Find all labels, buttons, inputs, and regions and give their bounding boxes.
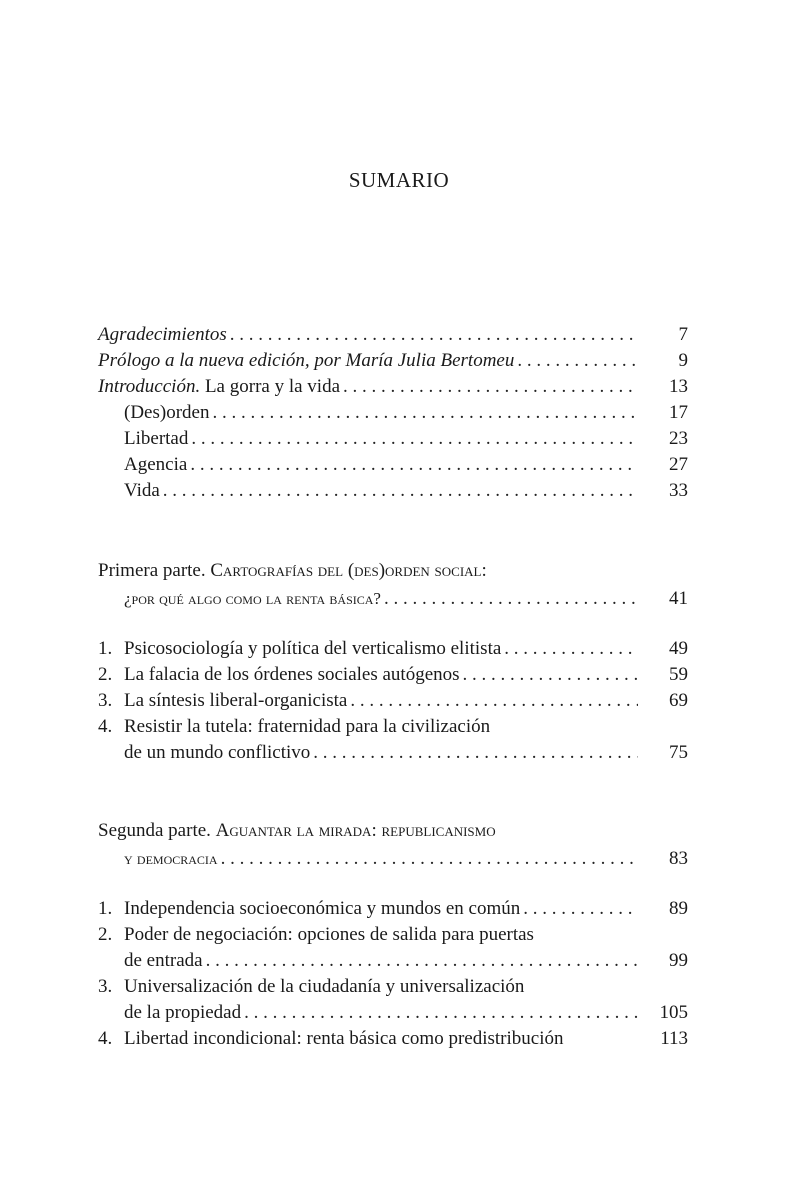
chapter-title-continued: de un mundo conflictivo	[124, 742, 311, 763]
toc-entry-acknowledgments[interactable]	[98, 322, 688, 348]
toc-entry-label	[98, 636, 501, 662]
dot-leader	[504, 636, 638, 662]
toc-part-1	[98, 557, 688, 613]
dot-leader	[163, 478, 638, 504]
chapter-title: Independencia socioeconómica y mundos en común	[124, 898, 521, 919]
chapter-title: Resistir la tutela: fraternidad para la civilización	[124, 716, 491, 737]
chapter-title: La falacia de los órdenes sociales autógenos	[124, 664, 460, 685]
toc-entry-vida[interactable]	[98, 478, 688, 504]
toc-entry-label	[98, 922, 534, 948]
toc-page-number: 9	[678, 350, 688, 371]
toc-entry-label: Agradecimientos	[98, 324, 227, 345]
chapter-title-continued: de entrada	[124, 950, 203, 971]
dot-leader	[523, 896, 638, 922]
toc-chapter-2-1[interactable]	[98, 896, 688, 922]
toc-entry-label: Libertad	[124, 428, 189, 449]
part-2-heading-line-1[interactable]	[98, 817, 688, 845]
chapter-number: 4.	[98, 1028, 113, 1049]
toc-chapter-1-4-line-1[interactable]	[98, 714, 688, 740]
toc-page-number: 83	[669, 848, 688, 869]
dot-leader	[343, 374, 638, 400]
chapter-number: 4.	[98, 716, 113, 737]
toc-page-number: 113	[660, 1028, 688, 1049]
dot-leader	[190, 452, 638, 478]
part-1-heading-line-2[interactable]	[98, 585, 688, 613]
dot-leader	[212, 400, 638, 426]
toc-entry-label	[98, 714, 490, 740]
dot-leader	[313, 740, 638, 766]
toc-entry-label: (Des)orden	[124, 402, 210, 423]
toc-page-number: 75	[669, 742, 688, 763]
chapter-number: 2.	[98, 924, 113, 945]
toc-entry-label	[98, 374, 340, 400]
toc-page-number: 89	[669, 898, 688, 919]
part-1-prefix: Primera parte.	[98, 560, 206, 581]
toc-part-1-chapters	[98, 636, 688, 766]
toc-entry-label	[98, 896, 520, 922]
toc-part-2	[98, 817, 688, 873]
part-2-title-line-1: Aguantar la mirada: republicanismo	[215, 820, 496, 841]
toc-page-number: 69	[669, 690, 688, 711]
toc-page-number: 23	[669, 428, 688, 449]
toc-page-number: 27	[669, 454, 688, 475]
toc-entry-desorden[interactable]	[98, 400, 688, 426]
page-title: SUMARIO	[348, 168, 450, 192]
chapter-number: 3.	[98, 690, 113, 711]
chapter-number: 3.	[98, 976, 113, 997]
part-1-heading-line-1[interactable]	[98, 557, 688, 585]
dot-leader	[350, 688, 638, 714]
toc-page-number: 7	[678, 324, 688, 345]
toc-entry-label	[98, 662, 460, 688]
chapter-title: Libertad incondicional: renta básica como predistribución	[124, 1028, 564, 1049]
toc-entry-agencia[interactable]	[98, 452, 688, 478]
part-1-title-line-1: Cartografías del (des)orden social:	[210, 560, 487, 581]
toc-chapter-2-4[interactable]	[98, 1026, 688, 1052]
toc-chapter-1-3[interactable]	[98, 688, 688, 714]
toc-entry-label: Agencia	[124, 454, 188, 475]
toc-page-number: 99	[669, 950, 688, 971]
toc-entry-label	[98, 688, 347, 714]
toc-chapter-2-3-line-1[interactable]	[98, 974, 688, 1000]
part-2-title	[98, 817, 496, 845]
part-1-title	[98, 557, 487, 585]
toc-page-number: 17	[669, 402, 688, 423]
part-2-heading-line-2[interactable]	[98, 845, 688, 873]
part-2-title-line-2: y democracia	[124, 849, 218, 868]
toc-chapter-1-2[interactable]	[98, 662, 688, 688]
chapter-title: Universalización de la ciudadanía y universalización	[124, 976, 525, 997]
toc-chapter-1-1[interactable]	[98, 636, 688, 662]
dot-leader	[221, 845, 638, 873]
toc-entry-introduction[interactable]	[98, 374, 688, 400]
chapter-title-continued: de la propiedad	[124, 1002, 242, 1023]
toc-page-number: 49	[669, 638, 688, 659]
toc-chapter-2-3-line-2[interactable]	[98, 1000, 688, 1026]
dot-leader	[191, 426, 638, 452]
chapter-title: Poder de negociación: opciones de salida para puertas	[124, 924, 534, 945]
dot-leader	[244, 1000, 638, 1026]
chapter-number: 1.	[98, 898, 113, 919]
toc-entry-label: Prólogo a la nueva edición, por María Julia Bertomeu	[98, 350, 515, 371]
toc-page-number: 41	[669, 588, 688, 609]
toc-entry-label	[98, 1026, 564, 1052]
toc-entry-label-rest: La gorra y la vida	[200, 376, 341, 397]
toc-chapter-2-2-line-2[interactable]	[98, 948, 688, 974]
toc-page-number: 13	[669, 376, 688, 397]
toc-page-number: 105	[659, 1002, 688, 1023]
toc-chapter-1-4-line-2[interactable]	[98, 740, 688, 766]
toc-page-number: 33	[669, 480, 688, 501]
toc-page-number: 59	[669, 664, 688, 685]
chapter-number: 1.	[98, 638, 113, 659]
dot-leader	[230, 322, 638, 348]
part-2-prefix: Segunda parte.	[98, 820, 211, 841]
toc-part-2-chapters	[98, 896, 688, 1052]
toc-entry-libertad[interactable]	[98, 426, 688, 452]
chapter-title: Psicosociología y política del verticalismo elitista	[124, 638, 502, 659]
dot-leader	[463, 662, 638, 688]
toc-front-matter	[98, 322, 688, 504]
dot-leader	[517, 348, 638, 374]
chapter-number: 2.	[98, 664, 113, 685]
toc-chapter-2-2-line-1[interactable]	[98, 922, 688, 948]
toc-entry-label: Vida	[124, 480, 160, 501]
dot-leader	[206, 948, 638, 974]
toc-entry-label	[98, 974, 524, 1000]
part-1-title-line-2: ¿por qué algo como la renta básica?	[124, 589, 381, 608]
dot-leader	[384, 585, 638, 613]
chapter-title: La síntesis liberal-organicista	[124, 690, 348, 711]
toc-entry-prologue[interactable]	[98, 348, 688, 374]
toc-entry-label-italic: Introducción.	[98, 376, 201, 397]
